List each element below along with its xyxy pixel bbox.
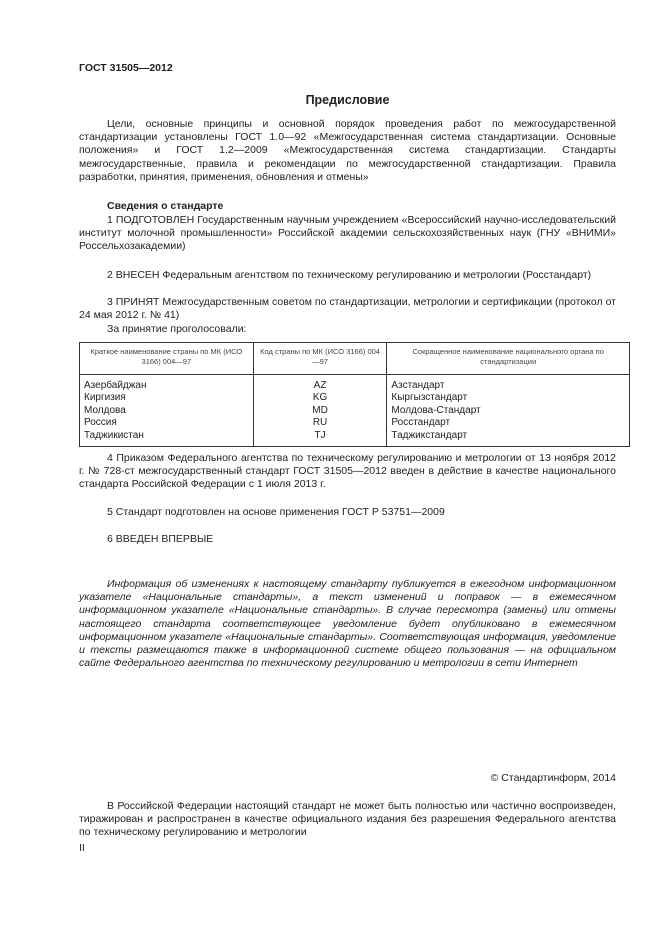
- body-cell: Росстандарт: [387, 417, 630, 429]
- intro-paragraph: Цели, основные принципы и основной порядок проведения работ по межгосударственной стандартизации установлены ГОСТ 1.0—92 «Межгосударственная система стандартизации. Основные положения» и ГОСТ 1.2—2009 «Межгосударственная система стандартизации. Стандарты межгосударственные, правила и рекомендации по межгосударственной стандартизации. Правила разработки, принятия, применения, обновления и отмены»: [79, 118, 616, 183]
- code-cell: TJ: [253, 430, 387, 447]
- item-6-paragraph: 6 ВВЕДЕН ВПЕРВЫЕ: [107, 533, 214, 545]
- country-cell: Азербайджан: [80, 375, 254, 393]
- voting-table: [79, 342, 630, 447]
- column-header-body: Сокращенное наименование национального органа по стандартизации: [387, 343, 630, 375]
- item-5-paragraph: 5 Стандарт подготовлен на основе применения ГОСТ Р 53751—2009: [107, 506, 445, 518]
- country-cell: Таджикистан: [80, 430, 254, 447]
- body-cell: Молдова-Стандарт: [387, 405, 630, 417]
- body-cell: Кыргызстандарт: [387, 392, 630, 404]
- body-cell: Азстандарт: [387, 375, 630, 393]
- column-header-country: Краткое наименование страны по МК (ИСО 3166) 004—97: [80, 343, 254, 375]
- code-cell: KG: [253, 392, 387, 404]
- table-row: [80, 430, 630, 447]
- item-1-paragraph: 1 ПОДГОТОВЛЕН Государственным научным учреждением «Всероссийский научно-исследовательский институт молочной промышленности» Российской академии сельскохозяйственных наук (ГНУ «ВНИМИ» Россельхозакадемии): [79, 214, 616, 253]
- table-row: [80, 392, 630, 404]
- table-row: [80, 417, 630, 429]
- voted-label: За принятие проголосовали:: [107, 323, 247, 335]
- table-header-row: [80, 343, 630, 375]
- item-2-paragraph: 2 ВНЕСЕН Федеральным агентством по техническому регулированию и метрологии (Росстандарт): [107, 269, 592, 281]
- country-cell: Киргизия: [80, 392, 254, 404]
- copyright-line: © Стандартинформ, 2014: [490, 772, 616, 784]
- country-cell: Молдова: [80, 405, 254, 417]
- item-4-paragraph: 4 Приказом Федерального агентства по техническому регулированию и метрологии от 13 ноября 2012 г. № 728-ст межгосударственный стандарт ГОСТ 31505—2012 введен в действие в качестве национального стандарта Российской Федерации с 1 июля 2013 г.: [79, 452, 616, 491]
- document-id-header: ГОСТ 31505—2012: [79, 62, 173, 74]
- table-row: [80, 375, 630, 393]
- column-header-code: Код страны по МК (ИСО 3166) 004—97: [253, 343, 387, 375]
- code-cell: AZ: [253, 375, 387, 393]
- table-row: [80, 405, 630, 417]
- section-heading: Сведения о стандарте: [107, 200, 224, 212]
- info-paragraph: Информация об изменениях к настоящему стандарту публикуется в ежегодном информационном указателе «Национальные стандарты», а текст изменений и поправок — в ежемесячном информационном указателе «Национальные стандарты». В случае пересмотра (замены) или отмены настоящего стандарта соответствующее уведомление будет опубликовано в ежемесячном информационном указателе «Национальные стандарты». Соответствующая информация, уведомление и тексты размещаются также в информационной системе общего пользования — на официальном сайте Федерального агентства по техническому регулированию и метрологии в сети Интернет: [79, 578, 616, 670]
- country-cell: Россия: [80, 417, 254, 429]
- code-cell: RU: [253, 417, 387, 429]
- legal-notice: В Российской Федерации настоящий стандарт не может быть полностью или частично воспроизведен, тиражирован и распространен в качестве официального издания без разрешения Федерального агентства по техническому регулированию и метрологии: [79, 800, 616, 839]
- item-3-paragraph: 3 ПРИНЯТ Межгосударственным советом по стандартизации, метрологии и сертификации (протокол от 24 мая 2012 г. № 41): [79, 296, 616, 322]
- page-title: Предисловие: [305, 93, 390, 107]
- page-number: II: [79, 842, 85, 854]
- code-cell: MD: [253, 405, 387, 417]
- body-cell: Таджикстандарт: [387, 430, 630, 447]
